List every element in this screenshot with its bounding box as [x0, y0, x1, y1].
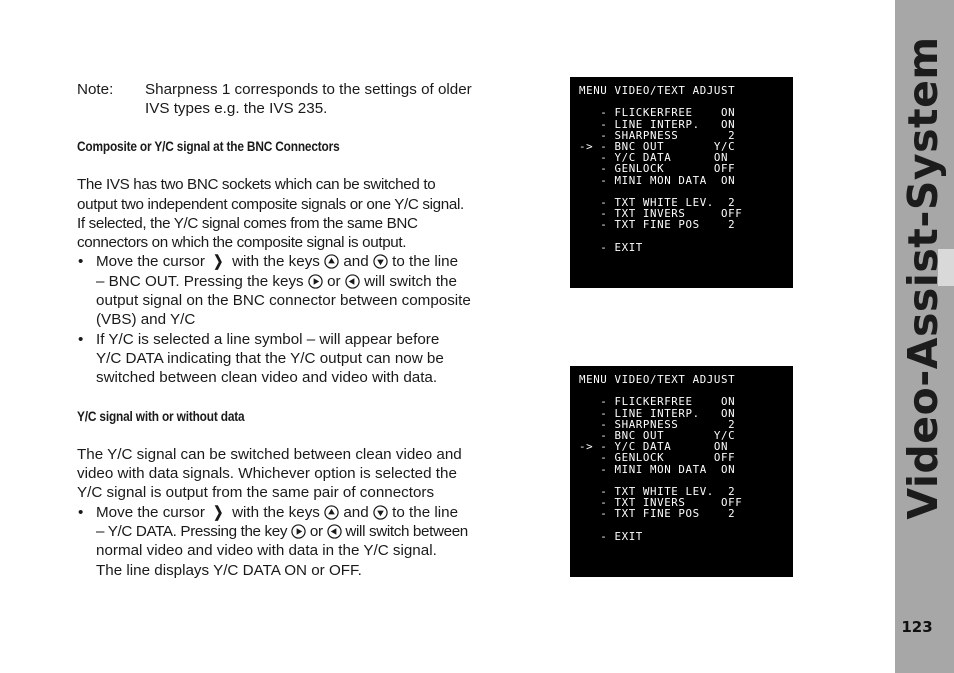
menu-line: - LINE INTERP. ON [579, 406, 736, 420]
menu-line-selected: -> - BNC OUT Y/C [579, 139, 736, 153]
note-block [77, 80, 477, 120]
note-label: Note: [77, 81, 114, 98]
cursor-chevron-icon: ❯ [213, 503, 224, 521]
right-arrow-key-icon [291, 524, 306, 539]
section-heading-bnc: Composite or Y/C signal at the BNC Connectors [77, 139, 340, 154]
bullet-text: will switch between [345, 523, 468, 541]
menu-line: - SHARPNESS 2 [579, 128, 736, 142]
menu-line: - FLICKERFREE ON [579, 395, 736, 409]
down-arrow-key-icon [373, 505, 388, 520]
up-arrow-key-icon [324, 254, 339, 269]
bullet-text: to the line [392, 253, 459, 271]
left-arrow-key-icon [345, 274, 360, 289]
right-arrow-key-icon [308, 274, 323, 289]
section-heading-yc: Y/C signal with or without data [77, 408, 245, 424]
sidebar-title [899, 36, 947, 520]
main-text-column [77, 80, 477, 580]
bullet-line: switched between clean video and video with data. [96, 369, 438, 387]
menu-line: - TXT WHITE LEV. 2 [579, 195, 736, 209]
paragraph-line: If selected, the Y/C signal comes from the same BNC [77, 214, 418, 232]
menu-line: - Y/C DATA ON [579, 151, 729, 165]
bullet-line: normal video and video with data in the Y/C signal. [96, 542, 437, 560]
bullet-text: with the keys [232, 253, 320, 271]
bullet-line: The line displays Y/C DATA ON or OFF. [96, 561, 362, 579]
bullet-text: Move the cursor [96, 503, 205, 521]
paragraph-line: Y/C signal is output from the same pair of connectors [77, 484, 435, 502]
menu-line: - LINE INTERP. ON [579, 117, 736, 131]
up-arrow-key-icon [324, 505, 339, 520]
note-text [145, 80, 475, 119]
bullet-dot: • [78, 330, 84, 348]
bullet-line [96, 252, 477, 271]
left-arrow-key-icon [327, 524, 342, 539]
bullet-item [77, 252, 477, 329]
menu-line: - TXT FINE POS 2 [579, 507, 736, 521]
page-number: 123 [901, 618, 933, 636]
bullet-line [96, 522, 477, 541]
cursor-chevron-icon: ❯ [213, 253, 224, 271]
menu-line: - TXT INVERS OFF [579, 496, 743, 510]
bullet-text: and [343, 503, 369, 521]
section2-paragraph [77, 445, 477, 503]
bullet-line [96, 272, 477, 291]
bullet-line: (VBS) and Y/C [96, 311, 196, 329]
bullet-dot: • [78, 253, 84, 271]
menu-line-selected: -> - Y/C DATA ON [579, 440, 729, 454]
menu-blank-line [579, 519, 793, 530]
menu-line: - FLICKERFREE ON [579, 106, 736, 120]
paragraph-line: The IVS has two BNC sockets which can be switched to [77, 176, 436, 194]
bullet-text: or [327, 272, 341, 290]
paragraph-line: video with data signals. Whichever option is selected the [77, 465, 457, 483]
paragraph-line: output two independent composite signals or one Y/C signal. [77, 195, 464, 213]
bullet-item [77, 503, 477, 580]
menu-screen-bnc-out [570, 77, 793, 288]
menu-line: - TXT WHITE LEV. 2 [579, 484, 736, 498]
menu-line: - GENLOCK OFF [579, 451, 736, 465]
menu-line: - MINI MON DATA ON [579, 462, 736, 476]
bullet-line: output signal on the BNC connector between composite [96, 292, 471, 310]
sidebar-title-text: Video-Assist-System [899, 36, 947, 520]
bullet-text: will switch the [364, 272, 457, 290]
menu-blank-line [579, 230, 793, 241]
menu-line: - BNC OUT Y/C [579, 428, 736, 442]
menu-line: - EXIT [579, 529, 643, 543]
bullet-text: and [343, 253, 369, 271]
menu-screen-yc-data [570, 366, 793, 577]
bullet-line: Y/C DATA indicating that the Y/C output can now be [96, 349, 444, 367]
bullet-line: If Y/C is selected a line symbol – will appear before [96, 330, 440, 348]
section1-paragraph [77, 175, 477, 252]
paragraph-line: connectors on which the composite signal is output. [77, 234, 407, 252]
bullet-line [96, 503, 477, 522]
paragraph-line: The Y/C signal can be switched between clean video and [77, 445, 462, 463]
bullet-dot: • [78, 503, 84, 521]
bullet-text: with the keys [232, 503, 320, 521]
bullet-text: – Y/C DATA. Pressing the key [96, 523, 288, 541]
menu-line: MENU VIDEO/TEXT ADJUST [579, 373, 736, 386]
menu-line: - EXIT [579, 240, 643, 254]
note-line: Sharpness 1 corresponds to the settings of older [145, 81, 472, 98]
menu-line: - SHARPNESS 2 [579, 417, 736, 431]
bullet-text: – BNC OUT. Pressing the keys [96, 272, 304, 290]
bullet-text: or [309, 523, 323, 541]
menu-line: - MINI MON DATA ON [579, 173, 736, 187]
menu-line: MENU VIDEO/TEXT ADJUST [579, 84, 736, 97]
menu-line: - TXT INVERS OFF [579, 207, 743, 221]
down-arrow-key-icon [373, 254, 388, 269]
menu-line: - GENLOCK OFF [579, 162, 736, 176]
bullet-item [77, 330, 477, 388]
bullet-text: Move the cursor [96, 253, 205, 271]
menu-line: - TXT FINE POS 2 [579, 218, 736, 232]
note-line: IVS types e.g. the IVS 235. [145, 100, 328, 118]
bullet-text: to the line [392, 503, 459, 521]
